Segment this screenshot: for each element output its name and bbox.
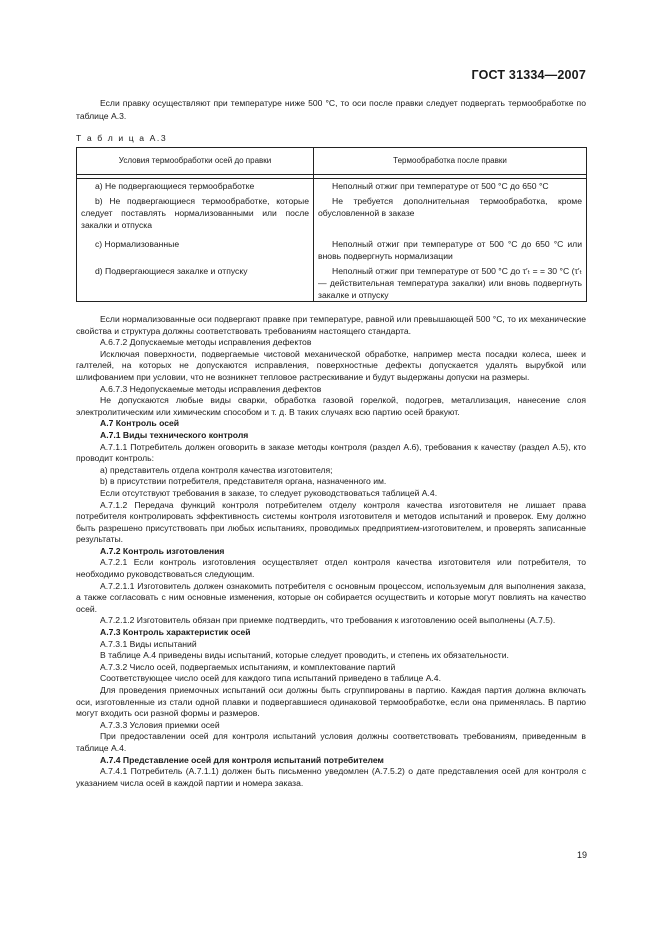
table-cell-treatment: Неполный отжиг при температуре от 500 °С до τ′ₜ = = 30 °С (τ′ₜ — действительная температура закалки) или вновь подвергнуть закалке и отпуску [318, 266, 582, 300]
intro-paragraph: Если правку осуществляют при температуре ниже 500 °С, то оси после правки следует подвергать термообработке по таблице А.3. [76, 98, 586, 121]
table-cell-condition: d) Подвергающиеся закалке и отпуску [95, 266, 248, 276]
paragraph: А.7.2.1.1 Изготовитель должен ознакомить потребителя с основным процессом, используемым для выполнения заказа, а также согласовать с ним основные изменения, которые он собирается осуществить и которые могут повлиять на качество осей. [76, 580, 586, 614]
table-row [77, 239, 587, 266]
section-heading: А.7.3 Контроль характеристик осей [100, 627, 251, 638]
table-cell-condition: с) Нормализованные [95, 239, 180, 249]
list-item: b) в присутствии потребителя, представителя органа, назначенного им. [100, 476, 387, 487]
paragraph: Не допускаются любые виды сварки, обработка газовой горелкой, подогрев, металлизация, нанесение слоя электролитическим или химическим способом и т. д. В таких случаях всю партию осей бракуют. [76, 395, 586, 417]
table-cell-condition: b) Не подвергающиеся термообработке, которые следует поставлять нормализованными или после закалки и отпуска [81, 196, 309, 230]
heat-treatment-table [76, 147, 587, 302]
paragraph: А.7.2.1 Если контроль изготовления осуществляет отдел контроля качества изготовителя или потребителя, то необходимо руководствоваться следующим. [76, 557, 586, 580]
list-item: а) представитель отдела контроля качества изготовителя; [100, 464, 333, 475]
paragraph: Исключая поверхности, подвергаемые чистовой механической обработке, например места посадки колеса, шеек и галтелей, на которых не допускаются исправления, поверхностные дефекты допускается удалять вырубкой или шлифованием при условии, что не возникнет тепловое растрескивание и будут выдержаны допуски на размеры. [76, 348, 586, 382]
intro-text [76, 97, 586, 122]
table-label: Т а б л и ц а А.3 [76, 133, 168, 143]
paragraph: Если нормализованные оси подвергают правке при температуре, равной или превышающей 500 °С, то их механические свойства и структура должны соответствовать требованиям настоящего стандарта. [76, 314, 586, 336]
clause-title: А.7.3.2 Число осей, подвергаемых испытаниям, и комплектование партий [100, 661, 396, 672]
table-header-treatment: Термообработка после правки [314, 148, 587, 175]
table-row [77, 179, 587, 197]
table-header-conditions: Условия термообработки осей до правки [77, 148, 314, 175]
paragraph: Для проведения приемочных испытаний оси должны быть сгруппированы в партию. Каждая партия должна включать оси, изготовленные из стали одной плавки и подвергавшиеся одинаковой термообработке, если она применялась. В партию могут входить оси разной формы и размеров. [76, 685, 586, 719]
paragraph: Соответствующее число осей для каждого типа испытаний приведено в таблице А.4. [100, 673, 441, 684]
clause-title: А.7.3.3 Условия приемки осей [100, 719, 220, 730]
section-heading: А.7.2 Контроль изготовления [100, 545, 225, 556]
clause-title: А.7.3.1 Виды испытаний [100, 638, 197, 649]
section-heading: А.7 Контроль осей [100, 418, 180, 429]
table-cell-treatment: Не требуется дополнительная термообработка, кроме обусловленной в заказе [318, 196, 582, 218]
paragraph: А.7.4.1 Потребитель (А.7.1.1) должен быть письменно уведомлен (А.7.5.2) о дате представления осей для контроля с указанием числа осей в каждой партии и номера заказа. [76, 766, 586, 788]
table-cell-treatment: Неполный отжиг при температуре от 500 °С до 650 °С [332, 181, 549, 191]
body-text [76, 314, 586, 789]
table-cell-condition: а) Не подвергающиеся термообработке [95, 181, 255, 191]
table-row [77, 196, 587, 239]
paragraph: А.7.1.2 Передача функций контроля потребителем отделу контроля качества изготовителя не лишает права потребителя контролировать эффективность системы контроля изготовителя и методов испытаний и проверок. Ему должно быть разрешено присутствовать при любых испытаниях, проводимых предприятием-изготовителем, и проверять записанные результаты. [76, 499, 586, 545]
section-heading: А.7.1 Виды технического контроля [100, 429, 249, 440]
paragraph: При предоставлении осей для контроля испытаний условия должны соответствовать требованиям, приведенным в таблице А.4. [76, 731, 586, 753]
table-row [77, 266, 587, 302]
paragraph: В таблице А.4 приведены виды испытаний, которые следует проводить, и степень их обязательности. [100, 650, 509, 661]
section-heading: А.7.4 Представление осей для контроля испытаний потребителем [100, 754, 384, 765]
clause-title: А.6.7.2 Допускаемые методы исправления дефектов [100, 337, 312, 348]
document-code: ГОСТ 31334—2007 [471, 68, 586, 82]
clause-title: А.6.7.3 Недопускаемые методы исправления дефектов [100, 383, 322, 394]
page-number: 19 [576, 850, 587, 860]
paragraph: А.7.1.1 Потребитель должен оговорить в заказе методы контроля (раздел А.6), требования к качеству (раздел А.5), кто проводит контроль: [76, 441, 586, 464]
table-cell-treatment: Неполный отжиг при температуре от 500 °С до 650 °С или вновь подвергнуть нормализации [318, 239, 582, 261]
paragraph: А.7.2.1.2 Изготовитель обязан при приемке подтвердить, что требования к изготовлению осей выполнены (А.7.5). [100, 615, 556, 626]
paragraph: Если отсутствуют требования в заказе, то следует руководствоваться таблицей А.4. [100, 487, 438, 498]
